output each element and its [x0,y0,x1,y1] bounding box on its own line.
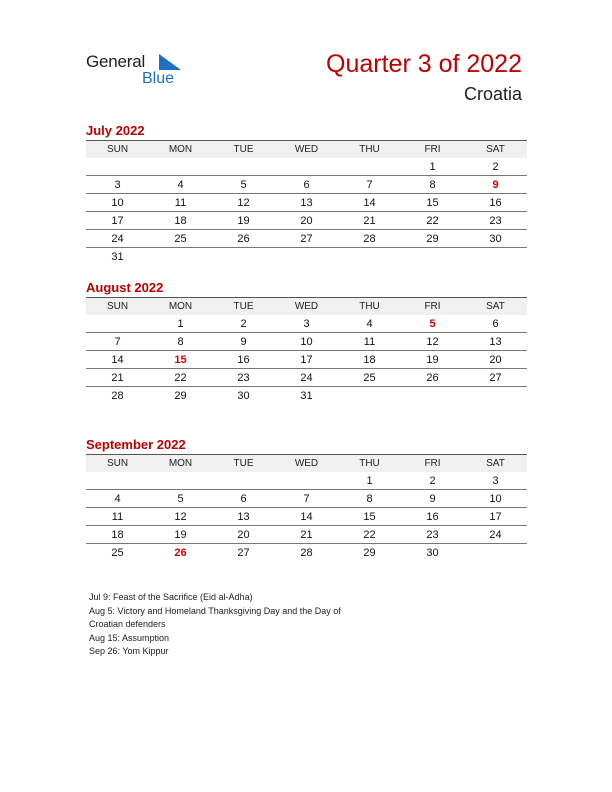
day-cell: 4 [177,178,184,191]
holiday-day-cell: 9 [492,178,499,191]
day-cell: 21 [363,214,376,227]
week-row [86,490,527,508]
day-cell: 21 [111,371,124,384]
day-cell: 23 [426,528,439,541]
day-cell: 15 [426,196,439,209]
day-cell: 1 [366,474,373,487]
day-cell: 23 [489,214,502,227]
month-title: August 2022 [86,280,164,295]
day-cell: 3 [303,317,310,330]
weekday-label: WED [294,458,319,469]
day-cell: 29 [426,232,439,245]
weekday-label: SUN [106,458,129,469]
weekday-label: FRI [424,144,441,155]
day-cell: 25 [174,232,187,245]
week-row [86,194,527,212]
day-cell: 14 [300,510,313,523]
day-cell: 19 [237,214,250,227]
weekday-label: SUN [106,301,129,312]
day-cell: 8 [429,178,436,191]
logo-blue-text: Blue [142,70,175,87]
day-cell: 6 [492,317,499,330]
day-cell: 9 [240,335,247,348]
weekday-label: SAT [486,301,505,312]
day-cell: 5 [177,492,184,505]
logo [86,52,196,92]
day-cell: 4 [114,492,121,505]
day-cell: 14 [111,353,124,366]
weekday-header [86,140,527,158]
day-cell: 3 [114,178,121,191]
day-cell: 29 [174,389,187,402]
weekday-header [86,454,527,472]
day-cell: 12 [174,510,187,523]
day-cell: 5 [240,178,247,191]
day-cell: 28 [300,546,313,559]
month-september [86,436,527,561]
weekday-label: WED [294,144,319,155]
day-cell: 30 [237,389,250,402]
weekday-label: SAT [486,144,505,155]
day-cell: 11 [111,510,124,523]
week-row [86,212,527,230]
weekday-label: THU [359,144,380,155]
day-cell: 7 [114,335,121,348]
day-cell: 13 [300,196,313,209]
month-title: September 2022 [86,437,186,452]
day-cell: 18 [363,353,376,366]
day-cell: 10 [489,492,502,505]
day-cell: 19 [174,528,187,541]
week-row [86,176,527,194]
day-cell: 28 [111,389,124,402]
day-cell: 12 [237,196,250,209]
week-row [86,248,527,265]
day-cell: 31 [111,250,124,263]
day-cell: 29 [363,546,376,559]
page-title: Quarter 3 of 2022 [326,50,522,78]
day-cell: 30 [426,546,439,559]
day-cell: 16 [489,196,502,209]
day-cell: 6 [303,178,310,191]
day-cell: 19 [426,353,439,366]
week-row [86,369,527,387]
day-cell: 10 [300,335,313,348]
month-title: July 2022 [86,123,145,138]
weekday-label: TUE [233,144,254,155]
day-cell: 18 [111,528,124,541]
logo-general-text: General [86,52,146,71]
day-cell: 26 [426,371,439,384]
weekday-label: WED [294,301,319,312]
day-cell: 11 [174,196,187,209]
day-cell: 25 [111,546,124,559]
day-cell: 30 [489,232,502,245]
day-cell: 20 [489,353,502,366]
day-cell: 9 [429,492,436,505]
day-cell: 6 [240,492,247,505]
day-cell: 27 [300,232,313,245]
day-cell: 12 [426,335,439,348]
day-cell: 20 [237,528,250,541]
day-cell: 8 [366,492,373,505]
weekday-label: FRI [424,458,441,469]
day-cell: 24 [300,371,313,384]
day-cell: 27 [489,371,502,384]
weekday-label: TUE [233,301,254,312]
day-cell: 7 [303,492,310,505]
day-cell: 26 [237,232,250,245]
day-cell: 2 [429,474,436,487]
weekday-label: SUN [106,144,129,155]
day-cell: 17 [300,353,313,366]
weekday-label: MON [168,144,193,155]
day-cell: 3 [492,474,499,487]
weekday-header [86,297,527,315]
day-cell: 15 [363,510,376,523]
week-row [86,230,527,248]
note-line: Jul 9: Feast of the Sacrifice (Eid al-Adha) [89,592,253,602]
day-cell: 1 [429,160,436,173]
week-row [86,526,527,544]
day-cell: 17 [111,214,124,227]
day-cell: 21 [300,528,313,541]
day-cell: 23 [237,371,250,384]
day-cell: 18 [174,214,187,227]
day-cell: 8 [177,335,184,348]
day-cell: 13 [237,510,250,523]
holiday-day-cell: 15 [174,353,187,366]
weekday-label: FRI [424,301,441,312]
month-july [86,122,527,265]
weekday-label: TUE [233,458,254,469]
day-cell: 11 [363,335,376,348]
week-row [86,387,527,404]
day-cell: 14 [363,196,376,209]
holiday-day-cell: 5 [429,317,436,330]
weekday-label: MON [168,458,193,469]
weekday-label: THU [359,301,380,312]
day-cell: 24 [489,528,502,541]
week-row [86,544,527,561]
week-row [86,333,527,351]
week-row [86,351,527,369]
note-line: Aug 5: Victory and Homeland Thanksgiving Day and the Day of [89,605,341,616]
day-cell: 24 [111,232,124,245]
holiday-day-cell: 26 [174,546,187,559]
weekday-label: THU [359,458,380,469]
day-cell: 1 [177,317,184,330]
day-cell: 17 [489,510,502,523]
day-cell: 4 [366,317,373,330]
day-cell: 22 [363,528,376,541]
week-row [86,315,527,333]
day-cell: 28 [363,232,376,245]
week-row [86,472,527,490]
weekday-label: MON [168,301,193,312]
country-name: Croatia [463,84,522,104]
day-cell: 7 [366,178,373,191]
day-cell: 20 [300,214,313,227]
day-cell: 31 [300,389,313,402]
day-cell: 16 [426,510,439,523]
holiday-notes [89,591,341,659]
note-line: Sep 26: Yom Kippur [89,646,169,656]
day-cell: 10 [111,196,124,209]
day-cell: 2 [492,160,499,173]
note-line: Croatian defenders [89,619,166,629]
note-line: Aug 15: Assumption [89,632,170,643]
week-row [86,158,527,176]
weekday-label: SAT [486,458,505,469]
week-row [86,508,527,526]
day-cell: 16 [237,353,250,366]
day-cell: 2 [240,317,247,330]
day-cell: 25 [363,371,376,384]
day-cell: 27 [237,546,250,559]
month-august [86,279,527,404]
day-cell: 13 [489,335,502,348]
day-cell: 22 [174,371,187,384]
day-cell: 22 [426,214,439,227]
